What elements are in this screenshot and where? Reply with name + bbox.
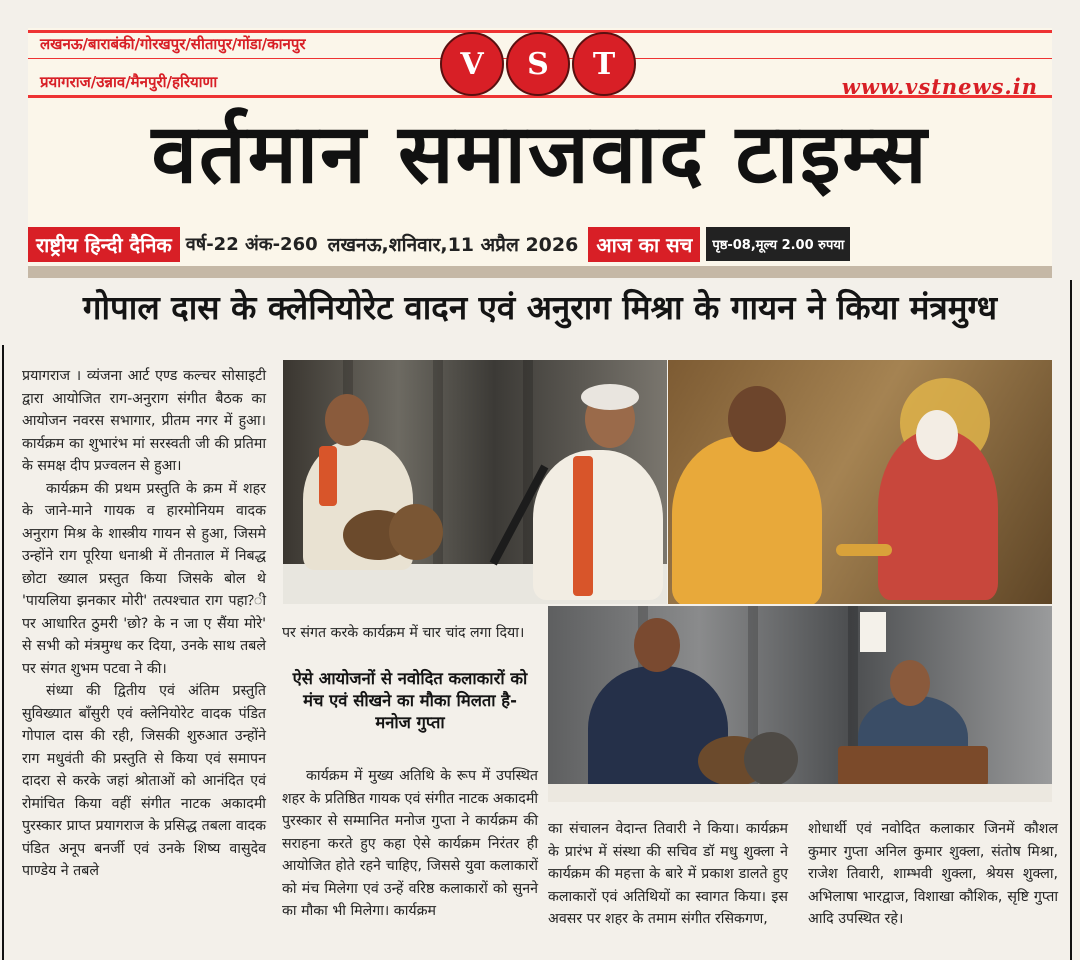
slogan-badge: आज का सच	[588, 227, 700, 262]
orange-scarf	[319, 446, 337, 506]
tagline-badge: राष्ट्रीय हिन्दी दैनिक	[28, 227, 180, 262]
paragraph: शोधार्थी एवं नवोदित कलाकार जिनमें कौशल कुमार गुप्ता अनिल कुमार शुक्ला, संतोष मिश्रा, राजेश तिवारी, शाम्भवी शुक्ला, श्रेयस शुक्ला, अभिलाषा भारद्वाज, विशाखा कौशिक, सृष्टि गुप्ता आदि उपस्थित रहे।	[808, 821, 1058, 927]
right-column-rule	[1070, 280, 1072, 960]
newspaper-title: वर्तमान समाजवाद टाइम्स	[151, 107, 929, 202]
article-column-2-top	[282, 622, 538, 645]
paragraph: का संचालन वेदान्त तिवारी ने किया। कार्यक्रम के प्रारंभ में संस्था की सचिव डॉ मधु शुक्ला ने कार्यक्रम की महत्ता के बारे में प्रकाश डालते हुए कलाकारों एवं अतिथियों का स्वागत किया। इस अवसर पर शहर के तमाम संगीत रसिकगण,	[548, 821, 788, 927]
article-column-2	[282, 765, 538, 923]
clarinet-player	[533, 450, 663, 600]
article-headline: गोपाल दास के क्लेनियोरेट वादन एवं अनुराग मिश्रा के गायन ने किया मंत्रमुग्ध	[82, 288, 998, 327]
vst-logo	[440, 32, 636, 96]
photo-clarinet-tabla-performance	[283, 360, 667, 604]
stage-floor	[548, 784, 1052, 802]
photo-lamp-lighting-saraswati	[668, 360, 1052, 604]
cropped-photo-strip	[28, 266, 1052, 278]
price-badge: पृष्ठ-08,मूल्य 2.00 रुपया	[706, 227, 850, 261]
man-head	[728, 386, 786, 452]
logo-letter-v: V	[440, 32, 504, 96]
masthead	[28, 28, 1052, 278]
article-column-4	[808, 818, 1058, 931]
cities-line-1: लखनऊ/बाराबंकी/गोरखपुर/सीतापुर/गोंडा/कानपुर	[40, 35, 306, 53]
diya-lamp	[836, 544, 892, 556]
logo-letter-s: S	[506, 32, 570, 96]
orange-scarf	[573, 456, 593, 596]
photo-harmonium-tabla-performance	[548, 606, 1052, 802]
young-player-head	[634, 618, 680, 672]
article-column-3	[548, 818, 788, 931]
paragraph: पर संगत करके कार्यक्रम में चार चांद लगा दिया।	[282, 625, 525, 641]
man-in-yellow-kurta	[672, 436, 822, 604]
paragraph: कार्यक्रम में मुख्य अतिथि के रूप में उपस्थित शहर के प्रतिष्ठित गायक एवं संगीत नाटक अकादमी पुरस्कार से सम्मानित मनोज गुप्ता ने कार्यक्रम की सराहना करते हुए कहा ऐसे कार्यक्रम निरंतर ही आयोजित होते रहने चाहिए, जिससे युवा कलाकारों को मंच मिलेगा एवं उन्हें वरिष्ठ कलाकारों को सुनने का मौका भी मिलेगा। कार्यक्रम	[282, 768, 538, 919]
tabla-player-head	[325, 394, 369, 446]
tabla-drum	[389, 504, 443, 560]
banner-sign	[860, 612, 886, 652]
white-hair	[581, 384, 639, 410]
paragraph: प्रयागराज । व्यंजना आर्ट एण्ड कल्चर सोसाइटी द्वारा आयोजित राग-अनुराग संगीत बैठक का आयोजन नवरस सभागार, प्रीतम नगर में हुआ। कार्यक्रम का शुभारंभ मां सरस्वती जी की प्रतिमा के समक्ष दीप प्रज्वलन से हुआ।	[22, 368, 266, 474]
idol-face	[916, 410, 958, 460]
publication-date: लखनऊ,शनिवार,11 अप्रैल 2026	[327, 234, 579, 256]
cities-line-2: प्रयागराज/उन्नाव/मैनपुरी/हरियाणा	[40, 73, 218, 91]
tabla-drum	[744, 732, 798, 786]
left-column-rule	[2, 345, 4, 960]
paragraph: संध्या की द्वितीय एवं अंतिम प्रस्तुति सुविख्यात बाँसुरी एवं क्लेनियोरेट वादक पंडित गोपाल दास की रही, जिसकी शुरुआत उन्होंने राग मधुवंती की प्रस्तुति से किया एवं समापन दादरा से करके जहां श्रोताओं को आनंदित एवं रोमांचित किया वहीं संगीत नाटक अकादमी पुरस्कार प्राप्त प्रयागराज के प्रसिद्ध तबला वादक पंडित अनूप बनर्जी एवं उनके शिष्य वासुदेव पाण्डेय ने तबले	[22, 683, 266, 879]
logo-letter-t: T	[572, 32, 636, 96]
website-url: www.vstnews.in	[841, 74, 1038, 99]
article-subheading: ऐसे आयोजनों से नवोदित कलाकारों को मंच एवं सीखने का मौका मिलता है- मनोज गुप्ता	[292, 669, 528, 732]
paragraph: कार्यक्रम की प्रथम प्रस्तुति के क्रम में शहर के जाने-माने गायक व हारमोनियम वादक अनुराग मिश्र के शास्त्रीय गायन से हुआ, जिसमे उन्होंने राग पूरिया धनाश्री में तीनताल में निबद्ध छोटा ख्याल प्रस्तुत किया जिसके बोल थे 'पायलिया झनकार मोरी' तत्पश्चात राग पहा?ी पर आधारित ठुमरी 'छो? के न जा ए सैंया मोरे' से सभी को मंत्रमुग्ध कर दिया, उनके साथ तबले पर संगत शुभम पटवा ने की।	[22, 480, 266, 677]
tabla-player-young	[588, 666, 728, 802]
info-bar	[28, 224, 1052, 264]
issue-number: वर्ष-22 अंक-260	[185, 234, 318, 255]
article-column-1	[22, 365, 266, 883]
harmonium	[838, 746, 988, 786]
singer-head	[890, 660, 930, 706]
